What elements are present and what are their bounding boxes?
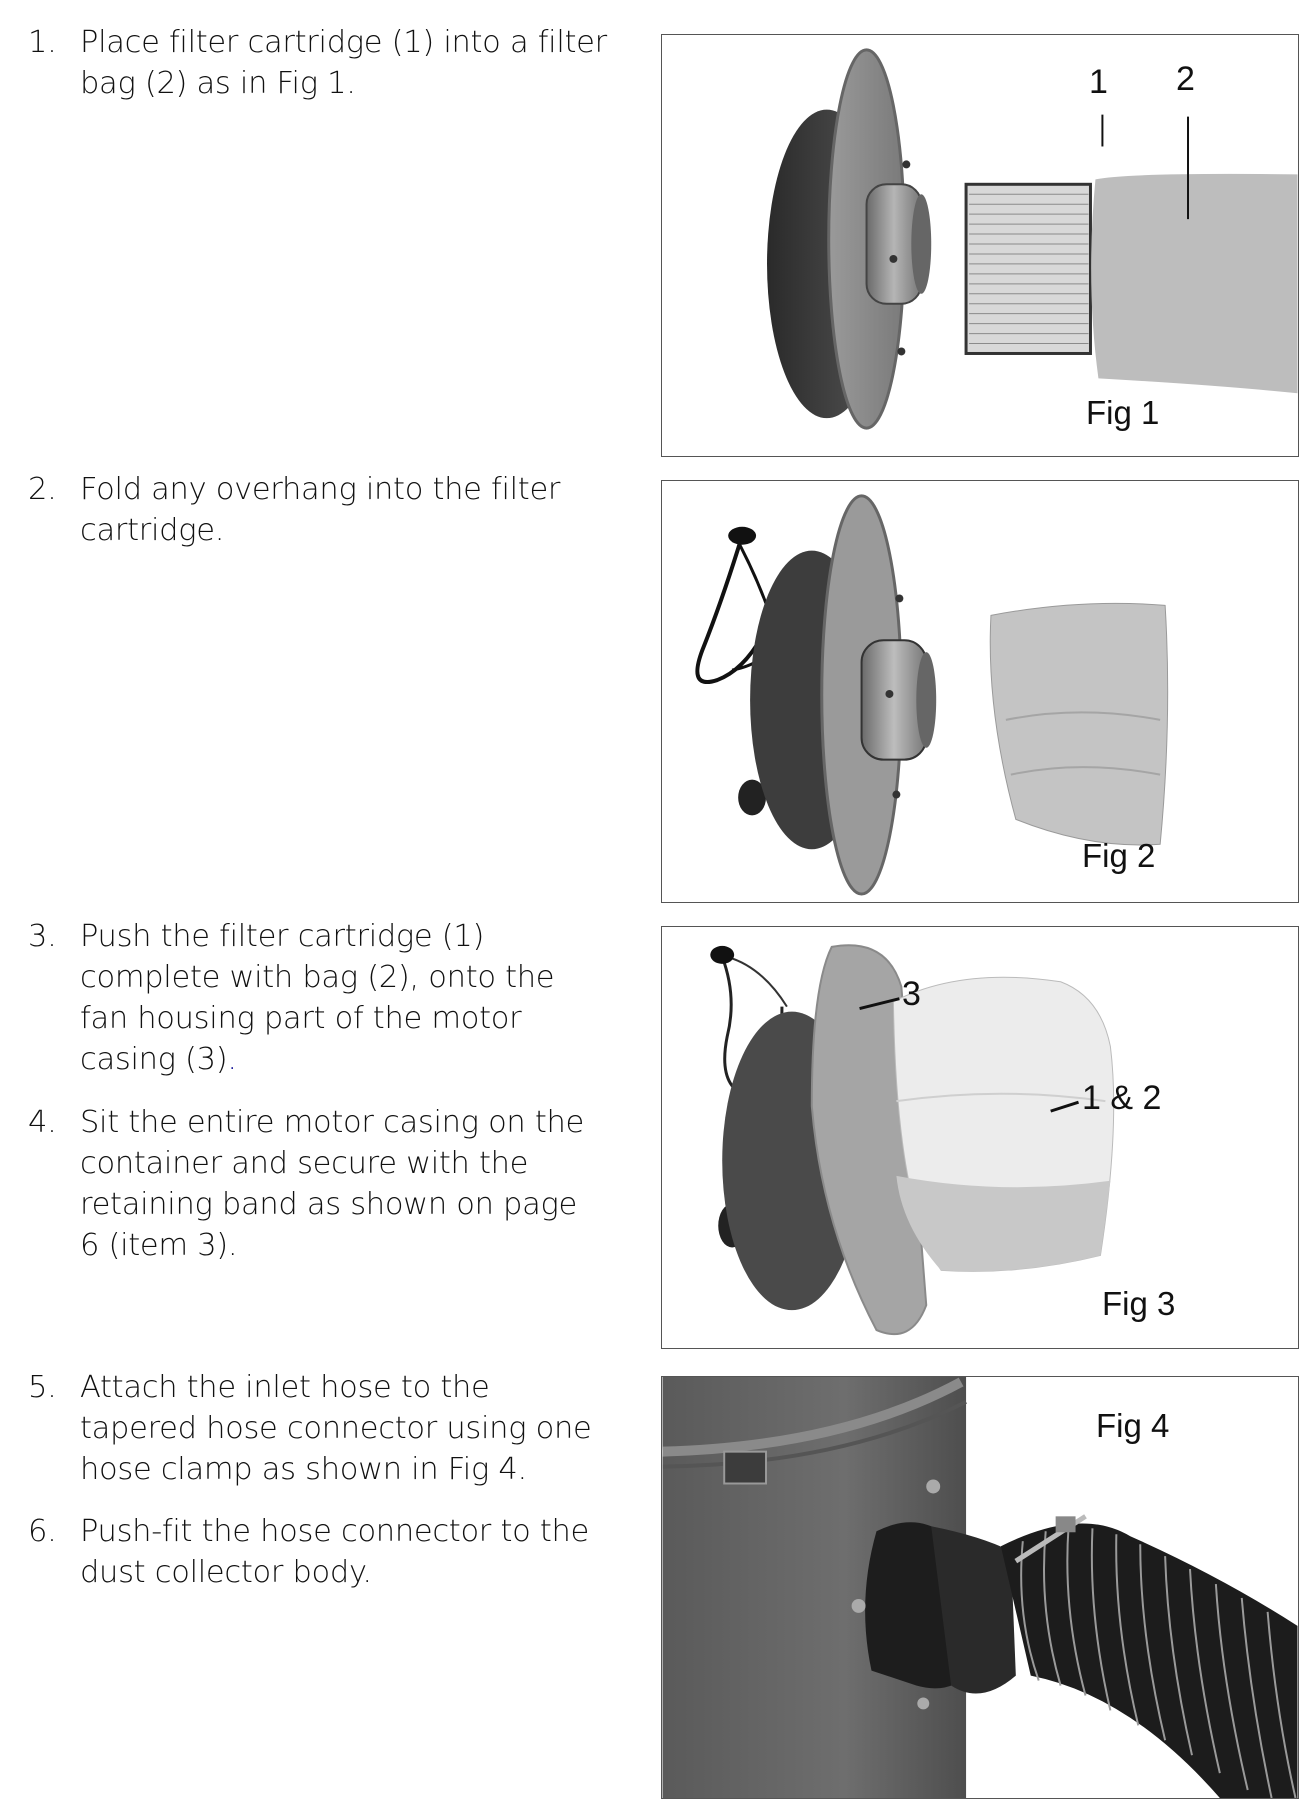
figure-1 [661,34,1299,457]
step-line: Attach the inlet hose to the [80,1370,490,1405]
step-text [80,916,650,1080]
step-line: bag (2) as in Fig 1. [80,66,356,101]
step-text [80,1511,650,1593]
callout-1-and-2: 1 & 2 [1082,1079,1162,1117]
step-text [80,469,650,551]
step-line: complete with bag (2), onto the [80,960,555,995]
figure-4 [661,1376,1299,1799]
step-line-text: casing (3) [80,1042,228,1077]
figure-label: Fig 4 [1096,1407,1170,1444]
figure-label: Fig 3 [1102,1285,1176,1322]
step-text [80,1367,650,1490]
step-line: Fold any overhang into the filter [80,472,561,507]
step-number: 6. [28,1514,57,1549]
step-number: 3. [28,919,57,954]
step-line: Push the filter cartridge (1) [80,919,485,954]
step-line: cartridge. [80,513,225,548]
step-line: hose clamp as shown in Fig 4. [80,1452,527,1487]
step-line: fan housing part of the motor [80,1001,522,1036]
motor-casing-and-bag-illustration [662,481,1298,902]
figure-3 [661,926,1299,1349]
figure-label: Fig 2 [1082,837,1156,874]
figure-2 [661,480,1299,903]
step-line: tapered hose connector using one [80,1411,592,1446]
assembled-filter-on-casing-illustration [662,927,1298,1348]
step-line: Sit the entire motor casing on the [80,1105,585,1140]
step-line: dust collector body. [80,1555,372,1590]
step-line: 6 (item 3). [80,1228,238,1263]
step-number: 5. [28,1370,57,1405]
step-number: 4. [28,1105,57,1140]
trailing-period: . [227,1042,237,1077]
callout-3: 3 [902,975,921,1013]
step-line: Push-fit the hose connector to the [80,1514,590,1549]
callout-2: 2 [1176,60,1195,98]
figure-label: Fig 1 [1086,394,1160,431]
step-line [80,1039,650,1080]
step-line: container and secure with the [80,1146,529,1181]
step-number: 2. [28,472,57,507]
callout-1: 1 [1089,63,1108,101]
hose-connector-illustration [662,1377,1298,1798]
step-text [80,1102,650,1266]
step-text [80,22,650,104]
step-number: 1. [28,25,57,60]
step-line: Place filter cartridge (1) into a filter [80,25,607,60]
step-line: retaining band as shown on page [80,1187,577,1222]
motor-casing-filter-illustration [662,35,1298,456]
